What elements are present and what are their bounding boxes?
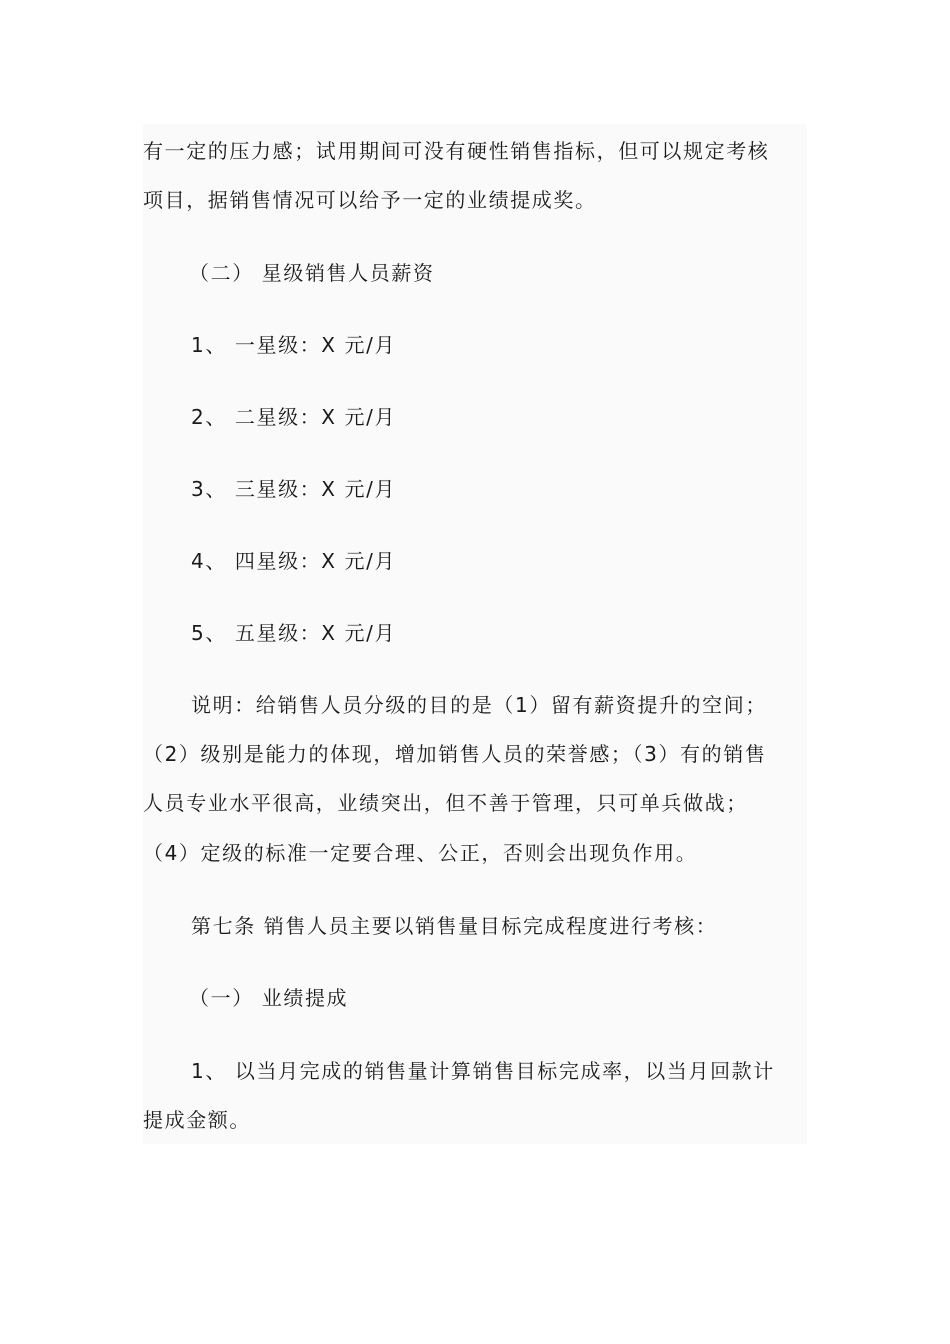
paragraph-line: （2）级别是能力的体现，增加销售人员的荣誉感；（3）有的销售 [143, 742, 767, 766]
list-item: 3、 三星级：X 元/月 [191, 477, 397, 501]
section-heading: （二） 星级销售人员薪资 [189, 261, 435, 285]
list-item: 1、 一星级：X 元/月 [191, 333, 397, 357]
paragraph-line: 项目，据销售情况可以给予一定的业绩提成奖。 [143, 188, 597, 212]
article-heading: 第七条 销售人员主要以销售量目标完成程度进行考核： [191, 914, 718, 938]
paragraph-line: 人员专业水平很高，业绩突出，但不善于管理，只可单兵做战； [143, 791, 748, 815]
paragraph-line: 有一定的压力感；试用期间可没有硬性销售指标，但可以规定考核 [143, 139, 770, 163]
paragraph-line: 提成金额。 [143, 1108, 251, 1132]
list-item: 1、 以当月完成的销售量计算销售目标完成率，以当月回款计 [191, 1059, 775, 1083]
paragraph-line: 说明：给销售人员分级的目的是（1）留有薪资提升的空间； [191, 693, 767, 717]
list-item: 4、 四星级：X 元/月 [191, 549, 397, 573]
document-page [143, 124, 807, 1144]
list-item: 5、 五星级：X 元/月 [191, 621, 397, 645]
paragraph-line: （4）定级的标准一定要合理、公正，否则会出现负作用。 [143, 841, 698, 865]
list-item: 2、 二星级：X 元/月 [191, 405, 397, 429]
section-heading: （一） 业绩提成 [189, 986, 349, 1010]
